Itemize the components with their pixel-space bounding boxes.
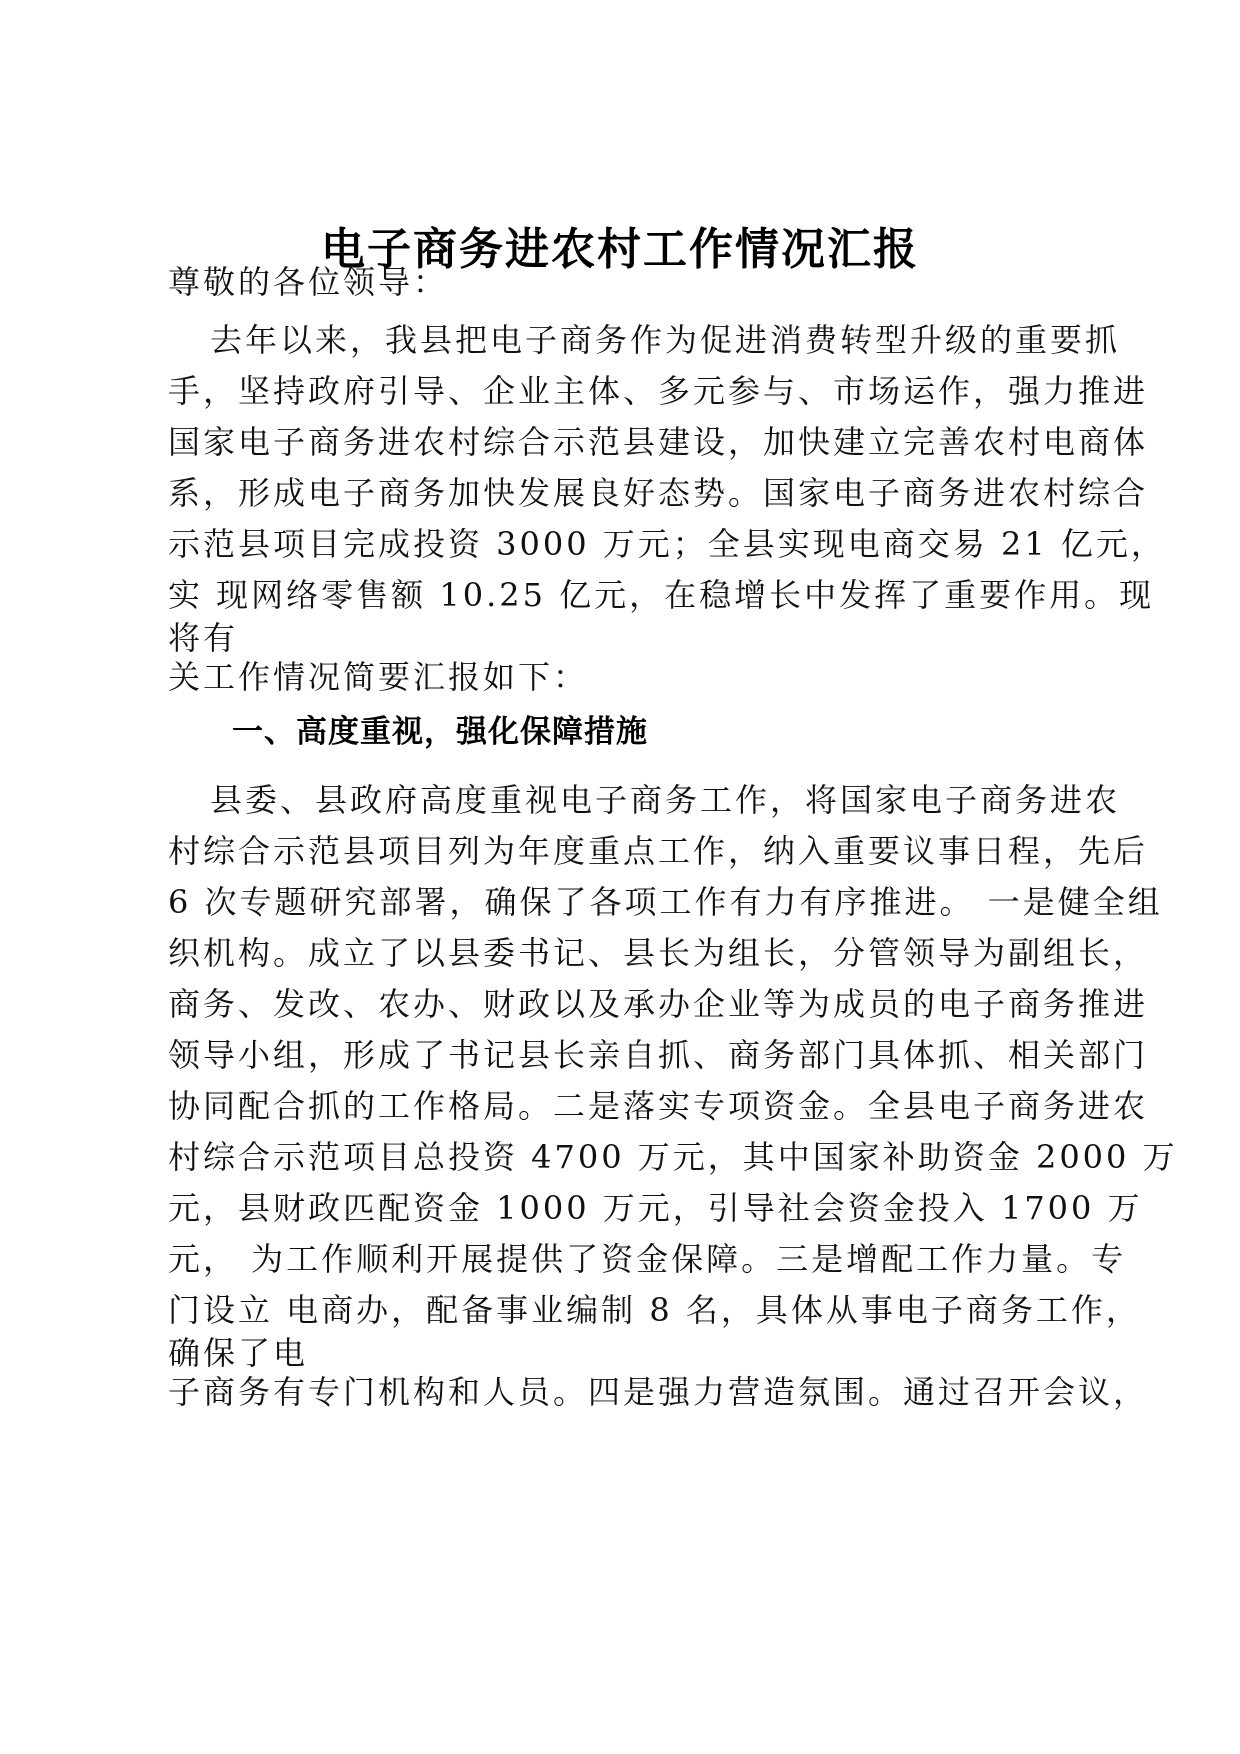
intro-line: 关工作情况简要汇报如下： [168, 658, 589, 696]
intro-line: 系，形成电子商务加快发展良好态势。国家电子商务进农村综合 [168, 474, 1149, 512]
body-line: 协同配合抓的工作格局。二是落实专项资金。全县电子商务进农 [168, 1087, 1149, 1125]
salutation: 尊敬的各位领导： [168, 263, 449, 301]
body-line: 门设立 电商办，配备事业编制 8 名，具体从事电子商务工作， [168, 1291, 1141, 1329]
body-line: 6 次专题研究部署，确保了各项工作有力有序推进。 一是健全组 [168, 883, 1163, 921]
body-line: 元，县财政匹配资金 1000 万元，引导社会资金投入 1700 万 [168, 1189, 1143, 1227]
section-heading: 一、高度重视，强化保障措施 [232, 714, 648, 750]
intro-line: 将有 [168, 619, 239, 657]
body-line: 确保了电 [168, 1334, 309, 1372]
intro-line: 手，坚持政府引导、企业主体、多元参与、市场运作，强力推进 [168, 372, 1149, 410]
body-line: 子商务有专门机构和人员。四是强力营造氛围。通过召开会议， [168, 1373, 1149, 1411]
body-line: 织机构。成立了以县委书记、县长为组长，分管领导为副组长， [168, 934, 1149, 972]
body-line: 商务、发改、农办、财政以及承办企业等为成员的电子商务推进 [168, 985, 1149, 1023]
body-line: 县委、县政府高度重视电子商务工作，将国家电子商务进农 [210, 781, 1121, 819]
document-title: 电子商务进农村工作情况汇报 [321, 224, 919, 275]
intro-line: 去年以来，我县把电子商务作为促进消费转型升级的重要抓 [210, 321, 1121, 359]
intro-line: 实 现网络零售额 10.25 亿元，在稳增长中发挥了重要作用。现 [168, 576, 1155, 614]
body-line: 元， 为工作顺利开展提供了资金保障。三是增配工作力量。专 [168, 1240, 1127, 1278]
intro-line: 国家电子商务进农村综合示范县建设，加快建立完善农村电商体 [168, 423, 1149, 461]
body-line: 村综合示范项目总投资 4700 万元，其中国家补助资金 2000 万 [168, 1138, 1178, 1176]
body-line: 领导小组，形成了书记县长亲自抓、商务部门具体抓、相关部门 [168, 1036, 1149, 1074]
intro-line: 示范县项目完成投资 3000 万元；全县实现电商交易 21 亿元， [168, 525, 1166, 563]
body-line: 村综合示范县项目列为年度重点工作，纳入重要议事日程，先后 [168, 832, 1149, 870]
